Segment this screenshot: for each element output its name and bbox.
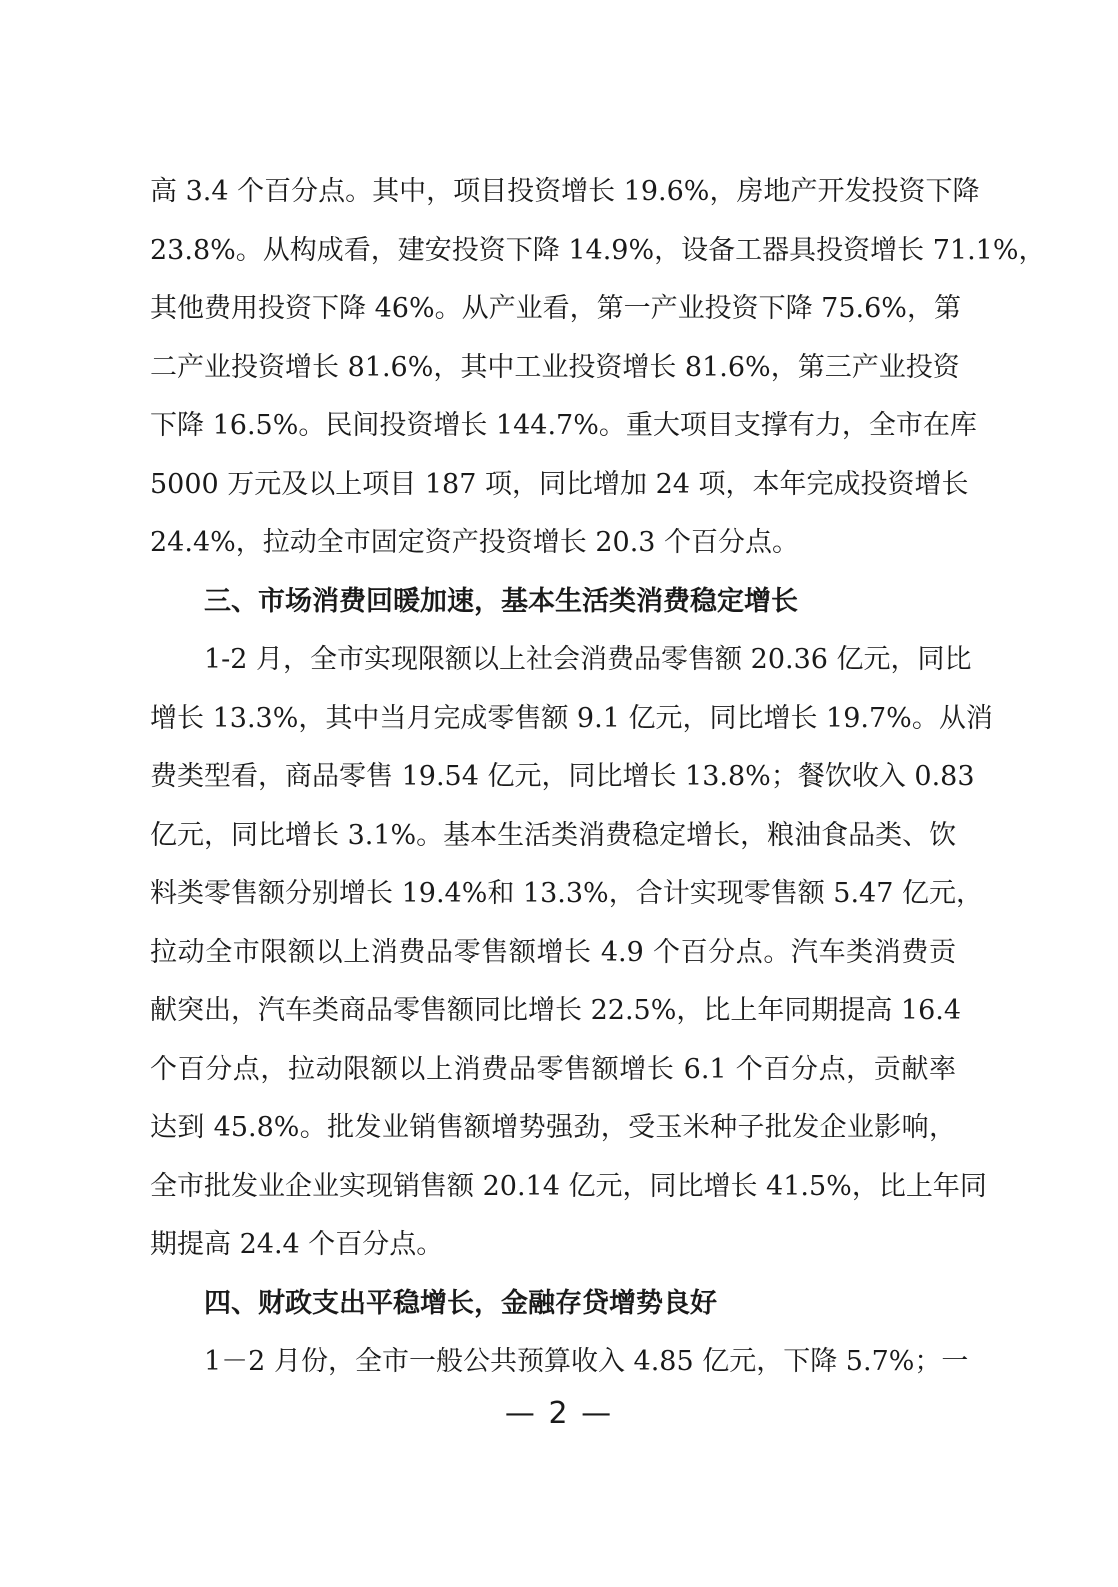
paragraph-line: 全市批发业企业实现销售额 20.14 亿元，同比增长 41.5%，比上年同 xyxy=(150,1170,987,1202)
paragraph-line: 1－2 月份，全市一般公共预算收入 4.85 亿元，下降 5.7%；一 xyxy=(204,1346,969,1377)
paragraph-line: 24.4%，拉动全市固定资产投资增长 20.3 个百分点。 xyxy=(150,527,800,558)
paragraph-line: 二产业投资增长 81.6%，其中工业投资增长 81.6%，第三产业投资 xyxy=(150,351,960,383)
section-heading-4: 四、财政支出平稳增长，金融存贷增势良好 xyxy=(204,1287,717,1319)
page-number: — 2 — xyxy=(504,1396,614,1431)
paragraph-line: 23.8%。从构成看，建安投资下降 14.9%，设备工器具投资增长 71.1%， xyxy=(150,234,1046,266)
document-body xyxy=(150,163,1046,1392)
paragraph-line: 1-2 月，全市实现限额以上社会消费品零售额 20.36 亿元，同比 xyxy=(204,644,972,675)
paragraph-line: 达到 45.8%。批发业销售额增势强劲，受玉米种子批发企业影响， xyxy=(150,1112,956,1143)
paragraph-line: 料类零售额分别增长 19.4%和 13.3%，合计实现零售额 5.47 亿元， xyxy=(150,878,983,909)
paragraph-line: 高 3.4 个百分点。其中，项目投资增长 19.6%，房地产开发投资下降 xyxy=(150,176,980,207)
section-heading-3: 三、市场消费回暖加速，基本生活类消费稳定增长 xyxy=(204,585,798,617)
paragraph-line: 个百分点，拉动限额以上消费品零售额增长 6.1 个百分点，贡献率 xyxy=(150,1053,956,1085)
paragraph-line: 亿元，同比增长 3.1%。基本生活类消费稳定增长，粮油食品类、饮 xyxy=(150,819,957,851)
paragraph-line: 增长 13.3%，其中当月完成零售额 9.1 亿元，同比增长 19.7%。从消 xyxy=(150,702,993,734)
paragraph-line: 拉动全市限额以上消费品零售额增长 4.9 个百分点。汽车类消费贡 xyxy=(150,936,956,968)
paragraph-line: 期提高 24.4 个百分点。 xyxy=(150,1229,444,1260)
paragraph-line: 费类型看，商品零售 19.54 亿元，同比增长 13.8%；餐饮收入 0.83 xyxy=(150,761,975,792)
paragraph-line: 献突出，汽车类商品零售额同比增长 22.5%，比上年同期提高 16.4 xyxy=(150,995,962,1026)
paragraph-line: 其他费用投资下降 46%。从产业看，第一产业投资下降 75.6%，第 xyxy=(150,293,961,324)
paragraph-line: 下降 16.5%。民间投资增长 144.7%。重大项目支撑有力，全市在库 xyxy=(150,410,977,441)
paragraph-line: 5000 万元及以上项目 187 项，同比增加 24 项，本年完成投资增长 xyxy=(150,468,969,500)
